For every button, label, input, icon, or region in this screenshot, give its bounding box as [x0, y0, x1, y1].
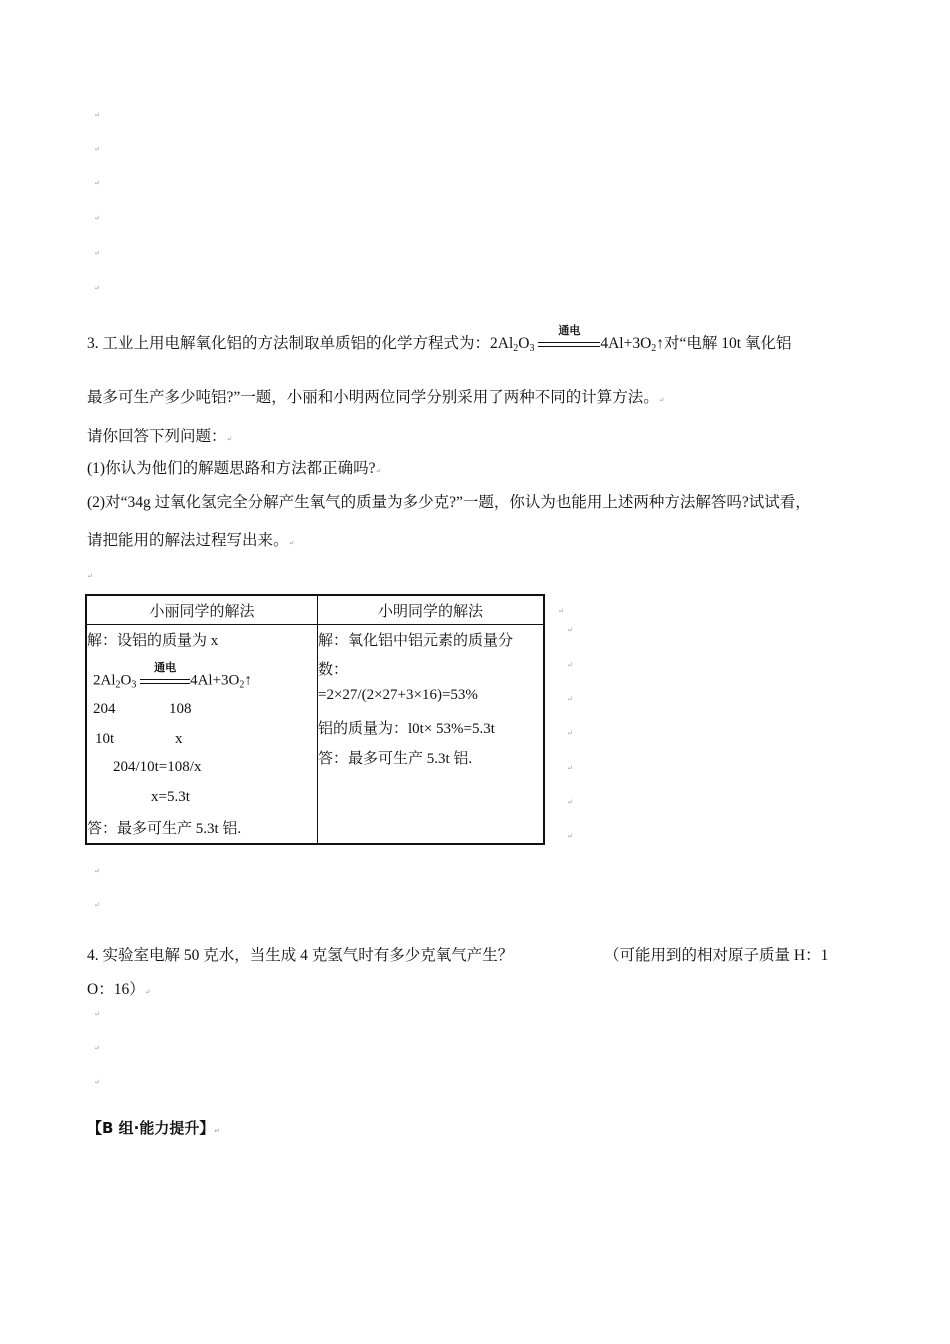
xiaoming-answer: 答：最多可生产 5.3t 铝.: [318, 751, 473, 767]
paragraph-mark: ↵: [567, 661, 573, 669]
xiaoming-mass: 铝的质量为：l0t× 53%=5.3t: [318, 721, 495, 737]
paragraph-mark: ↵: [94, 179, 100, 187]
paragraph-mark: ↵: [567, 764, 573, 772]
question-3-sub-2-cont: 请把能用的解法过程写出来。↵: [87, 532, 295, 549]
section-b-heading: 【B 组·能力提升】↵: [87, 1119, 221, 1137]
paragraph-mark: ↵: [94, 249, 100, 257]
xiaoli-given-mass: 10t: [95, 731, 115, 747]
solutions-table: [85, 594, 545, 845]
paragraph-mark: ↵: [94, 1010, 100, 1018]
question-4-cont: O：16）↵: [87, 981, 151, 998]
xiaoming-step-1: 解：氧化铝中铝元素的质量分: [318, 633, 514, 649]
paragraph-mark: ↵: [94, 145, 100, 153]
question-3-sub-1: (1)你认为他们的解题思路和方法都正确吗?↵: [87, 460, 382, 477]
paragraph-mark: ↵: [567, 695, 573, 703]
paragraph-mark: ↵: [558, 607, 564, 615]
paragraph-mark: ↵: [94, 111, 100, 119]
paragraph-mark: ↵: [567, 729, 573, 737]
paragraph-mark: ↵: [94, 867, 100, 875]
question-3-after-equation: 对“电解 10t 氧化铝: [664, 335, 792, 352]
paragraph-mark: ↵: [87, 572, 93, 580]
question-3-sub-2: (2)对“34g 过氧化氢完全分解产生氧气的质量为多少克?”一题，你认为也能用上述两种方法解答吗?试试看，: [87, 494, 811, 511]
paragraph-mark: ↵: [567, 798, 573, 806]
question-3-line-1: [87, 324, 792, 355]
xiaoming-solution-cell: [318, 625, 545, 845]
paragraph-mark: ↵: [94, 1078, 100, 1086]
xiaoli-molar-mass-b: 108: [169, 701, 192, 717]
chemical-equation: $2Al_2O_3$ 通电 $4Al+3O_2↑$: [490, 324, 665, 354]
electrolysis-condition: 通电: [538, 333, 600, 355]
xiaoli-equation: $2Al_2O_3$ 通电 $4Al+3O_2↑$: [93, 661, 252, 691]
xiaoming-step-1-cont: 数：: [318, 662, 349, 678]
paragraph-mark: ↵: [94, 214, 100, 222]
question-4: 4. 实验室电解 50 克水，当生成 4 克氢气时有多少克氧气产生？: [87, 947, 514, 964]
question-3-line-2: 最多可生产多少吨铝?”一题，小丽和小明两位同学分别采用了两种不同的计算方法。↵: [87, 389, 665, 406]
table-header-xiaoming: 小明同学的解法: [318, 595, 545, 625]
xiaoli-answer: 答：最多可生产 5.3t 铝.: [87, 821, 242, 837]
xiaoming-fraction: =2×27/(2×27+3×16)=53%: [318, 687, 478, 703]
xiaoli-solution-cell: [86, 625, 318, 845]
xiaoli-step-let: 解：设铝的质量为 x: [87, 633, 219, 649]
paragraph-mark: ↵: [567, 626, 573, 634]
xiaoli-unknown: x: [175, 731, 183, 747]
electrolysis-condition: 通电: [140, 671, 190, 691]
paragraph-mark: ↵: [94, 901, 100, 909]
question-3-intro: 3. 工业上用电解氧化铝的方法制取单质铝的化学方程式为：: [87, 335, 491, 352]
paragraph-mark: ↵: [94, 284, 100, 292]
xiaoli-molar-mass-a: 204: [93, 701, 116, 717]
table-header-xiaoli: 小丽同学的解法: [86, 595, 318, 625]
xiaoli-result: x=5.3t: [151, 789, 190, 805]
question-3-line-3: 请你回答下列问题：↵: [87, 428, 233, 445]
xiaoli-proportion: 204/10t=108/x: [113, 759, 202, 775]
question-4-note: （可能用到的相对原子质量 H：1: [604, 947, 829, 964]
paragraph-mark: ↵: [567, 832, 573, 840]
paragraph-mark: ↵: [94, 1044, 100, 1052]
